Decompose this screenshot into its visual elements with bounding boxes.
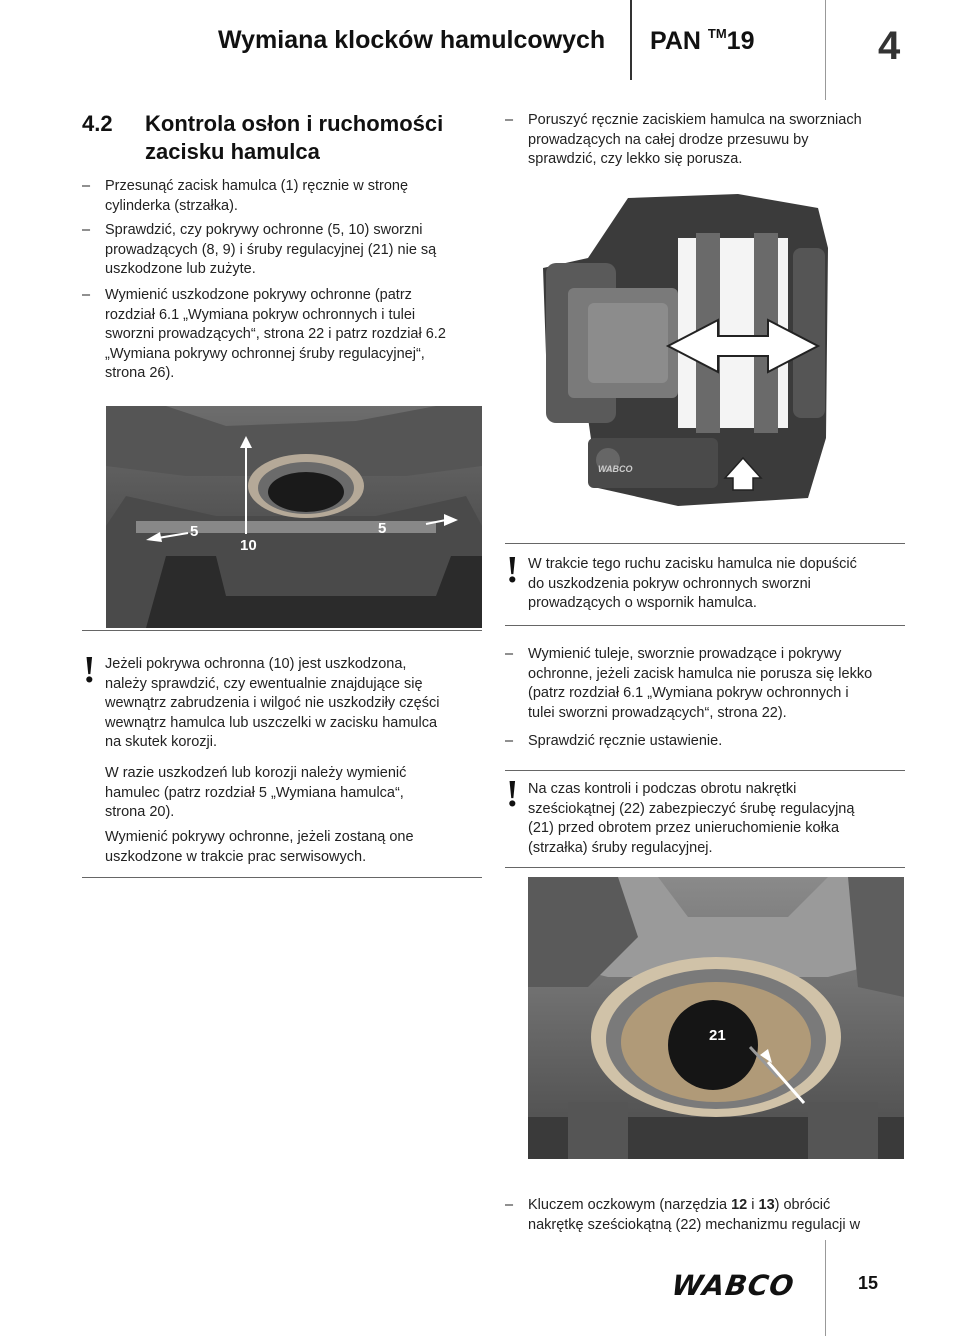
text-line: wewnątrz hamulca lub uszczelki w zacisku hamulca — [105, 714, 438, 731]
left-step-3 — [105, 286, 446, 384]
text-line: Wymienić tuleje, sworznie prowadzące i pokrywy — [528, 646, 842, 662]
page-number: 15 — [858, 1273, 879, 1293]
text-line: prowadzących o wspornik hamulca. — [528, 595, 757, 612]
text-line: cylinderka (strzałka). — [105, 197, 238, 214]
text-line: Wymienić uszkodzone pokrywy ochronne (patrz — [105, 287, 412, 303]
product-number: 19 — [726, 27, 755, 55]
text-line: Sprawdzić, czy pokrywy ochronne (5, 10) sworzni — [105, 222, 423, 238]
text-line: sześciokątnej (22) zabezpieczyć śrubę regulacyjną — [528, 800, 855, 817]
text-line: do uszkodzenia pokryw ochronnych sworzni — [528, 575, 811, 592]
section-title — [82, 110, 443, 166]
text-line: W trakcie tego ruchu zacisku hamulca nie dopuścić — [528, 556, 857, 572]
text-line: prowadzących (8, 9) i śruby regulacyjnej (21) nie są — [105, 241, 437, 258]
text-line — [528, 1196, 860, 1216]
text-line: ochronne, jeżeli zacisk hamulca nie porusza się lekko — [528, 665, 873, 682]
photo-label-21: 21 — [709, 1027, 726, 1044]
footer-vertical-rule — [825, 1240, 826, 1336]
text-line: (21) przed obrotem przez unieruchomienie kołka — [528, 820, 840, 837]
photo-label-5-left: 5 — [190, 523, 199, 540]
chapter-number: 4 — [878, 24, 901, 68]
right-warning-2 — [528, 780, 854, 858]
text-line: W razie uszkodzeń lub korozji należy wymienić — [105, 765, 407, 781]
warning-top-rule — [82, 630, 482, 631]
text-line: prowadzących na całej drodze przesuwu by — [528, 131, 809, 148]
right-step-1 — [528, 111, 862, 170]
text-line: Na czas kontroli i podczas obrotu nakrętki — [528, 781, 797, 797]
warning-icon: ! — [506, 549, 519, 591]
text-line: tulei sworzni prowadzących“, strona 22). — [528, 704, 787, 721]
warning-icon: ! — [506, 773, 519, 815]
warning-icon: ! — [83, 649, 96, 691]
left-warning-p2 — [105, 764, 406, 823]
product-name-text: PAN — [650, 27, 701, 55]
right-step-3: Sprawdzić ręcznie ustawienie. — [528, 733, 723, 749]
text-line: sprawdzić, czy lekko się porusza. — [528, 151, 743, 168]
text-line: strona 20). — [105, 804, 175, 821]
photo-guide-pin-covers — [106, 406, 482, 628]
header-vertical-rule — [825, 0, 826, 100]
warning-bottom-rule — [82, 877, 482, 878]
bullet-dash: – — [505, 112, 514, 128]
bullet-dash: – — [505, 733, 514, 749]
left-warning-p1 — [105, 655, 439, 753]
text-line: sworzni prowadzących“, strona 22 i patrz rozdział 6.2 — [105, 326, 446, 343]
bullet-dash: – — [82, 287, 91, 303]
tool-number-12: 12 — [731, 1197, 748, 1213]
section-number: 4.2 — [82, 111, 113, 136]
footer-brand-logo: WABCO — [669, 1269, 797, 1302]
text-line: uszkodzone w trakcie prac serwisowych. — [105, 848, 367, 865]
bullet-dash: – — [505, 646, 514, 662]
text-line: Jeżeli pokrywa ochronna (10) jest uszkodzona, — [105, 656, 407, 672]
text-span: Kluczem oczkowym (narzędzia — [528, 1197, 732, 1213]
section-title-line2: zacisku hamulca — [145, 139, 320, 164]
text-line: uszkodzone lub zużyte. — [105, 261, 256, 278]
right-step-4 — [528, 1196, 860, 1235]
text-line: „Wymiana pokrywy ochronnej śruby regulacyjnej“, — [105, 345, 425, 362]
text-line: (patrz rozdział 6.1 „Wymiana pokryw ochronnych i — [528, 685, 849, 702]
left-step-1 — [105, 177, 408, 216]
text-line: Poruszyć ręcznie zaciskiem hamulca na sworzniach — [528, 112, 862, 128]
bullet-dash: – — [505, 1197, 514, 1213]
text-line: strona 26). — [105, 365, 175, 382]
header-divider — [630, 0, 632, 80]
right-warning-1 — [528, 555, 857, 614]
text-line: Przesunąć zacisk hamulca (1) ręcznie w stronę — [105, 178, 409, 194]
text-line: nakrętkę sześciokątną (22) mechanizmu regulacji w — [528, 1216, 861, 1233]
text-line: na skutek korozji. — [105, 734, 218, 751]
bullet-dash: – — [82, 178, 91, 194]
bullet-dash: – — [82, 222, 91, 238]
photo-brand-mark: WABCO — [598, 464, 633, 474]
product-name — [650, 26, 754, 56]
warning-top-rule — [505, 770, 905, 771]
text-line: rozdział 6.1 „Wymiana pokryw ochronnych i tulei — [105, 306, 416, 323]
photo-caliper-movement — [528, 188, 904, 520]
warning-top-rule — [505, 543, 905, 544]
left-step-2 — [105, 221, 436, 280]
text-span: i — [747, 1197, 759, 1213]
photo-label-5-right: 5 — [378, 520, 387, 537]
text-line: hamulec (patrz rozdział 5 „Wymiana hamulca“, — [105, 784, 404, 801]
tool-number-13: 13 — [758, 1197, 775, 1213]
photo-label-10: 10 — [240, 537, 257, 554]
section-title-line1: Kontrola osłon i ruchomości — [145, 111, 444, 136]
warning-bottom-rule — [505, 625, 905, 626]
text-line: wewnątrz zabrudzenia i wilgoć nie uszkodziły części — [105, 695, 440, 712]
text-span: ) obrócić — [774, 1197, 831, 1213]
text-line: należy sprawdzić, czy ewentualnie znajdujące się — [105, 675, 423, 692]
page-header-title: Wymiana klocków hamulcowych — [218, 26, 606, 54]
text-line: Wymienić pokrywy ochronne, jeżeli zostaną one — [105, 829, 414, 845]
photo-adjusting-screw — [528, 877, 904, 1159]
text-line: (strzałka) śruby regulacyjnej. — [528, 839, 713, 856]
right-step-2 — [528, 645, 872, 723]
warning-bottom-rule — [505, 867, 905, 868]
trademark-sup: TM — [707, 26, 727, 41]
left-warning-p3 — [105, 828, 414, 867]
